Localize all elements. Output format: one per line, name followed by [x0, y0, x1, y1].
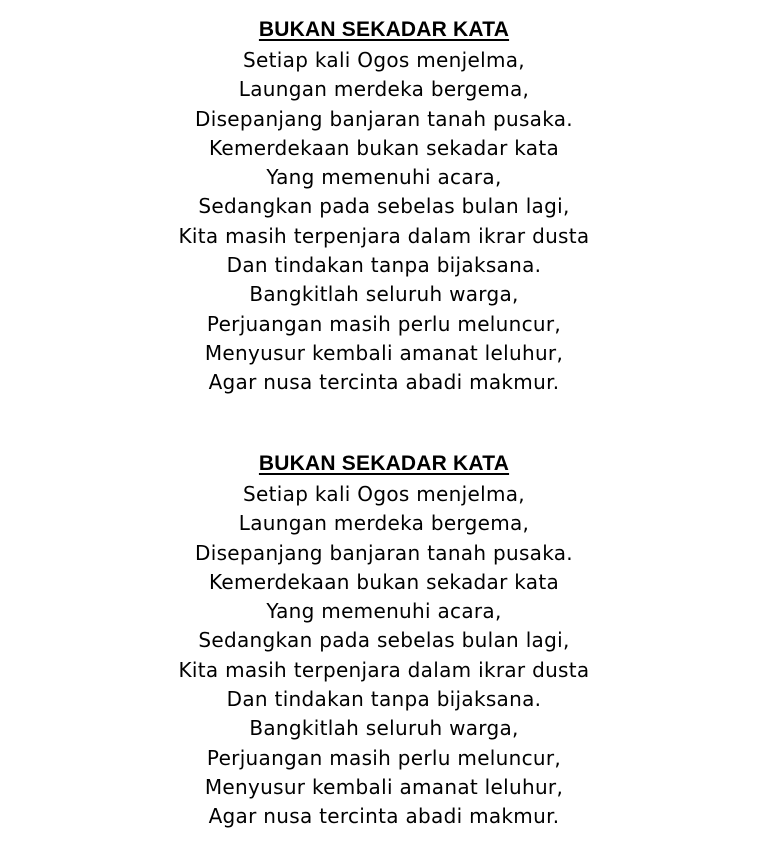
- poem-line: Kita masih terpenjara dalam ikrar dusta: [178, 657, 590, 682]
- poem-line: Disepanjang banjaran tanah pusaka.: [195, 106, 573, 131]
- poem-line: Bangkitlah seluruh warga,: [249, 716, 519, 741]
- poem-line: Dan tindakan tanpa bijaksana.: [226, 687, 542, 712]
- poem-line: Sedangkan pada sebelas bulan lagi,: [198, 628, 570, 653]
- poem-line: Kemerdekaan bukan sekadar kata: [208, 569, 560, 594]
- poem-line: Sedangkan pada sebelas bulan lagi,: [198, 194, 570, 219]
- poem-line: Menyusur kembali amanat leluhur,: [204, 340, 564, 365]
- poem-line: Agar nusa tercinta abadi makmur.: [208, 370, 560, 395]
- poem-line: Laungan merdeka bergema,: [238, 77, 530, 102]
- poem-line: Kita masih terpenjara dalam ikrar dusta: [178, 223, 590, 248]
- poem-line: Menyusur kembali amanat leluhur,: [204, 774, 564, 799]
- poem-line: Bangkitlah seluruh warga,: [249, 282, 519, 307]
- poem-line: Yang memenuhi acara,: [266, 599, 502, 624]
- poem-line: Setiap kali Ogos menjelma,: [243, 48, 525, 72]
- poem-line: Disepanjang banjaran tanah pusaka.: [195, 540, 573, 565]
- poem-lines: [0, 46, 768, 398]
- poem-line: Laungan merdeka bergema,: [238, 511, 530, 536]
- poem-line: Setiap kali Ogos menjelma,: [243, 482, 525, 506]
- poem-line: Kemerdekaan bukan sekadar kata: [208, 135, 560, 160]
- poem-block: [0, 14, 768, 398]
- poem-line: Perjuangan masih perlu meluncur,: [206, 311, 562, 336]
- poem-line: Yang memenuhi acara,: [266, 165, 502, 190]
- poem-block: [0, 448, 768, 832]
- poem-title: BUKAN SEKADAR KATA: [258, 18, 510, 41]
- poem-line: Agar nusa tercinta abadi makmur.: [208, 804, 560, 829]
- poem-line: Dan tindakan tanpa bijaksana.: [226, 253, 542, 278]
- poem-lines: [0, 480, 768, 832]
- poem-title: BUKAN SEKADAR KATA: [258, 452, 510, 475]
- poem-line: Perjuangan masih perlu meluncur,: [206, 745, 562, 770]
